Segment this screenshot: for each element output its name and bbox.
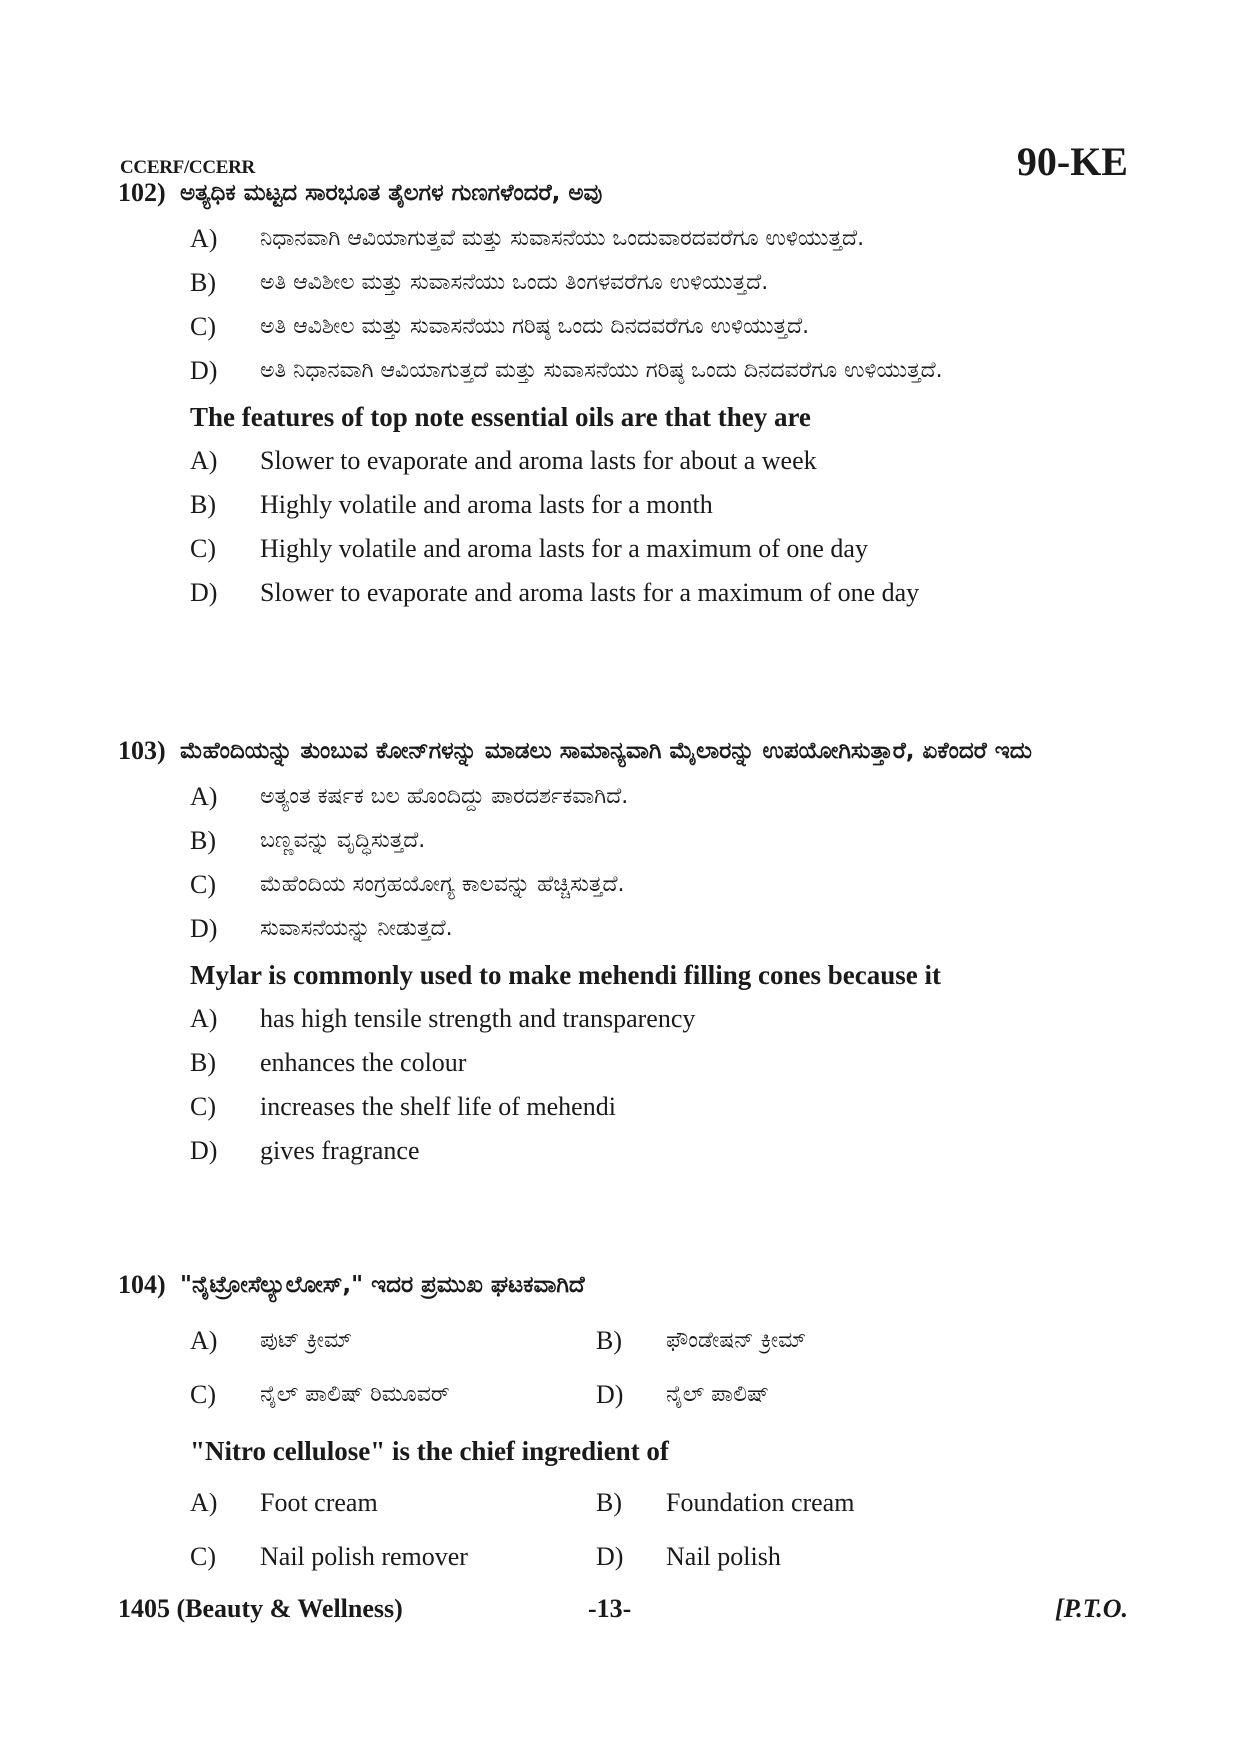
- set-code: 90-KE: [1016, 139, 1128, 184]
- question-stem-english: "Nitro cellulose" is the chief ingredient of: [190, 1436, 669, 1466]
- question-stem-kannada: 102) ಅತ್ಯಧಿಕ ಮಟ್ಟದ ಸಾರಭೂತ ತೈಲಗಳ ಗುಣಗಳೆಂದರೆ, ಅವು: [118, 176, 1128, 210]
- option-c: C) ನೈಲ್ ಪಾಲಿಷ್ ರಿಮೂವರ್: [190, 1380, 450, 1409]
- option-a: A) ಅತ್ಯಂತ ಕರ್ಷಕ ಬಲ ಹೊಂದಿದ್ದು ಪಾರದರ್ಶಕವಾಗಿದೆ.: [190, 782, 629, 811]
- option-b: B) enhances the colour: [190, 1048, 467, 1077]
- option-c: C) ಮೆಹೆಂದಿಯ ಸಂಗ್ರಹಯೋಗ್ಯ ಕಾಲವನ್ನು ಹೆಚ್ಚಿಸುತ್ತದೆ.: [190, 870, 625, 899]
- question-103: [118, 734, 1128, 1178]
- option-d: D) ನೈಲ್ ಪಾಲಿಷ್: [596, 1380, 770, 1409]
- option-d: D) gives fragrance: [190, 1136, 420, 1165]
- option-d: D) ಸುವಾಸನೆಯನ್ನು ನೀಡುತ್ತದೆ.: [190, 914, 453, 943]
- question-102: [118, 176, 1128, 620]
- option-a: A) Slower to evaporate and aroma lasts for about a week: [190, 446, 817, 475]
- question-stem-english: The features of top note essential oils are that they are: [190, 402, 811, 432]
- option-a: A) ಪುಟ್ ಕ್ರೀಮ್: [190, 1326, 353, 1355]
- question-stem-kannada: 103) ಮೆಹೆಂದಿಯನ್ನು ತುಂಬುವ ಕೋನ್‌ಗಳನ್ನು ಮಾಡಲು ಸಾಮಾನ್ಯವಾಗಿ ಮೈಲಾರನ್ನು ಉಪಯೋಗಿಸುತ್ತಾರೆ, ಏಕೆಂದರೆ ಇದು: [118, 734, 1128, 768]
- question-stem-english: Mylar is commonly used to make mehendi filling cones because it: [190, 960, 941, 990]
- option-d: D) Nail polish: [596, 1542, 781, 1571]
- paper-code: CCERF/CCERR: [120, 157, 255, 178]
- pto-note: [P.T.O.: [1055, 1594, 1128, 1623]
- option-d: D) Slower to evaporate and aroma lasts for a maximum of one day: [190, 578, 920, 607]
- option-c: C) increases the shelf life of mehendi: [190, 1092, 616, 1121]
- options-english: [118, 444, 1128, 610]
- option-b: B) ಬಣ್ಣವನ್ನು ವೃದ್ಧಿಸುತ್ತದೆ.: [190, 826, 426, 855]
- question-number: 104): [118, 1270, 166, 1299]
- options-kannada: [118, 222, 1128, 388]
- option-b: B) Foundation cream: [596, 1488, 855, 1517]
- question-stem-kannada: 104) "ನೈಟ್ರೋಸೆಲ್ಯುಲೋಸ್," ಇದರ ಪ್ರಮುಖ ಘಟಕವಾಗಿದೆ: [118, 1268, 1128, 1302]
- option-c: C) Highly volatile and aroma lasts for a maximum of one day: [190, 534, 868, 563]
- options-kannada: [118, 780, 1128, 946]
- page-number: -13-: [588, 1594, 632, 1623]
- option-a: A) Foot cream: [190, 1488, 378, 1517]
- option-b: B) ಫೌಂಡೇಷನ್ ಕ್ರೀಮ್: [596, 1326, 807, 1355]
- option-a: A) has high tensile strength and transparency: [190, 1004, 696, 1033]
- subject-code: 1405 (Beauty & Wellness): [118, 1594, 403, 1623]
- options-english: [118, 1476, 1128, 1584]
- option-b: B) ಅತಿ ಆವಿಶೀಲ ಮತ್ತು ಸುವಾಸನೆಯು ಒಂದು ತಿಂಗಳವರೆಗೂ ಉಳಿಯುತ್ತದೆ.: [190, 268, 769, 297]
- options-kannada: [118, 1314, 1128, 1422]
- option-c: C) Nail polish remover: [190, 1542, 468, 1571]
- option-a: A) ನಿಧಾನವಾಗಿ ಆವಿಯಾಗುತ್ತವೆ ಮತ್ತು ಸುವಾಸನೆಯು ಒಂದುವಾರದವರೆಗೂ ಉಳಿಯುತ್ತದೆ.: [190, 224, 865, 253]
- options-english: [118, 1002, 1128, 1168]
- option-b: B) Highly volatile and aroma lasts for a month: [190, 490, 713, 519]
- option-c: C) ಅತಿ ಆವಿಶೀಲ ಮತ್ತು ಸುವಾಸನೆಯು ಗರಿಷ್ಠ ಒಂದು ದಿನದವರೆಗೂ ಉಳಿಯುತ್ತದೆ.: [190, 312, 810, 341]
- question-number: 102): [118, 178, 166, 207]
- option-d: D) ಅತಿ ನಿಧಾನವಾಗಿ ಆವಿಯಾಗುತ್ತದೆ ಮತ್ತು ಸುವಾಸನೆಯು ಗರಿಷ್ಠ ಒಂದು ದಿನದವರೆಗೂ ಉಳಿಯುತ್ತದೆ.: [190, 356, 943, 385]
- question-number: 103): [118, 736, 166, 765]
- question-104: [118, 1268, 1128, 1584]
